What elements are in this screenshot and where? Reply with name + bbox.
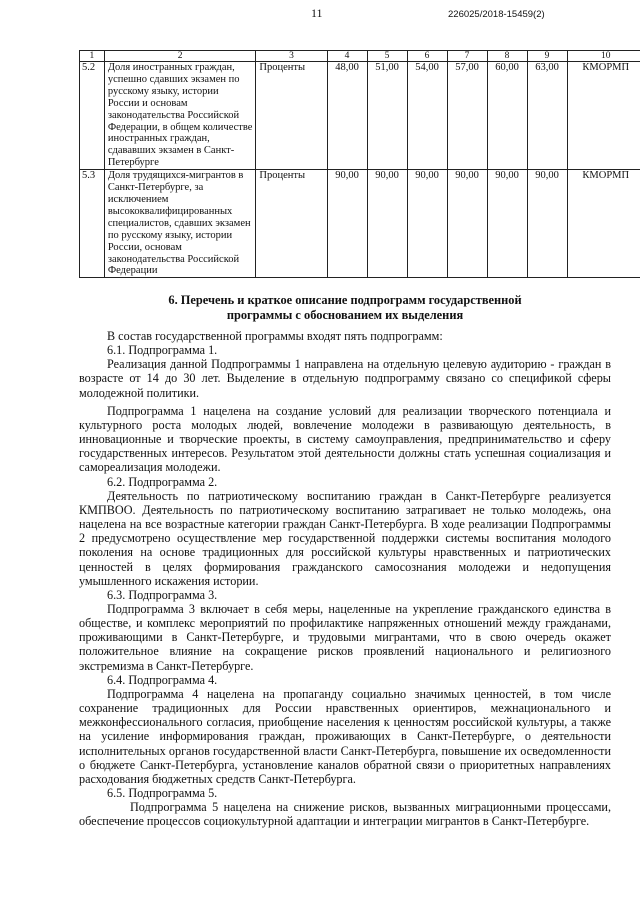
header-cell: 3	[256, 51, 327, 62]
indicator-unit: Проценты	[256, 170, 327, 278]
header-cell: 1	[80, 51, 105, 62]
indicator-value: 90,00	[447, 170, 487, 278]
indicators-table	[79, 50, 640, 278]
paragraph: Подпрограмма 5 нацелена на снижение рисков, вызванных миграционными процессами, обеспечение процессов социокультурной адаптации и интеграции мигрантов в Санкт-Петербурге.	[79, 800, 611, 829]
indicator-name: Доля иностранных граждан, успешно сдавших экзамен по русскому языку, истории России и основам законодательства Российской Федерации, в общем количестве иностранных граждан, сдававших экзамен в Санкт-Петербурге	[104, 62, 256, 170]
table-row	[80, 62, 640, 170]
header-cell: 5	[367, 51, 407, 62]
row-number: 5.3	[80, 170, 105, 278]
indicator-name: Доля трудящихся-мигрантов в Санкт-Петербурге, за исключением высококвалифицированных специалистов, сдавших экзамен по русскому языку, истории России, основам законодательства Российской Федерации	[104, 170, 256, 278]
paragraph: Подпрограмма 3 включает в себя меры, нацеленные на укрепление гражданского единства в обществе, и комплекс мероприятий по профилактике напряженных отношений между гражданами, проживающими в Санкт-Петербурге, и трудовыми мигрантами, что в свою очередь окажет положительное влияние на сокращение рисков проявлений национального и религиозного экстремизма в Санкт-Петербурге.	[79, 601, 611, 673]
header-cell: 4	[327, 51, 367, 62]
responsible-body: КМОРМП	[567, 62, 640, 170]
intro-line: В состав государственной программы входят пять подпрограмм:	[107, 329, 443, 343]
subprogram-title-4: 6.4. Подпрограмма 4.	[107, 672, 218, 687]
section-body	[79, 293, 611, 828]
indicator-value: 51,00	[367, 62, 407, 170]
paragraph: Деятельность по патриотическому воспитанию граждан в Санкт-Петербурге реализуется КМПВОО. Деятельность по патриотическому воспитанию затрагивает не только молодежь, она нацелена на все возрастные категории граждан Санкт-Петербурга. В ходе реализации Подпрограммы 2 предусмотрено осуществление мер государственной поддержки системы воспитания молодого поколения на основе традиционных для российской культуры нравственных и патриотических ценностей в целях формирования гражданского самосознания молодежи и недопущения умышленного искажения истории.	[79, 488, 611, 588]
indicator-unit: Проценты	[256, 62, 327, 170]
indicator-value: 63,00	[527, 62, 567, 170]
header-cell: 8	[487, 51, 527, 62]
subprogram-title-3: 6.3. Подпрограмма 3.	[107, 587, 218, 602]
indicator-value: 48,00	[327, 62, 367, 170]
table-header-row	[80, 51, 640, 62]
responsible-body: КМОРМП	[567, 170, 640, 278]
row-number: 5.2	[80, 62, 105, 170]
indicator-value: 54,00	[407, 62, 447, 170]
header-cell: 10	[567, 51, 640, 62]
indicator-value: 90,00	[487, 170, 527, 278]
subprogram-title-2: 6.2. Подпрограмма 2.	[107, 474, 218, 489]
section-heading	[79, 293, 611, 323]
table-row	[80, 170, 640, 278]
indicator-value: 90,00	[407, 170, 447, 278]
header-cell: 7	[447, 51, 487, 62]
subprogram-title-1: 6.1. Подпрограмма 1.	[107, 343, 218, 358]
paragraph: Реализация данной Подпрограммы 1 направлена на отдельную целевую аудиторию - граждан в возрасте от 14 до 30 лет. Выделение в отдельную подпрограмму связано со спецификой сферы молодежной политики.	[79, 357, 611, 400]
indicator-value: 60,00	[487, 62, 527, 170]
header-cell: 2	[104, 51, 256, 62]
document-id: 226025/2018-15459(2)	[448, 9, 545, 20]
indicator-value: 90,00	[327, 170, 367, 278]
indicator-value: 90,00	[367, 170, 407, 278]
header-cell: 9	[527, 51, 567, 62]
section-heading-line: 6. Перечень и краткое описание подпрограмм государственной	[168, 293, 522, 307]
paragraph: Подпрограмма 1 нацелена на создание условий для реализации творческого потенциала и культурного роста молодых людей, вовлечение молодежи в развивающую деятельность, в инновационные и творческие проекты, в систему самоуправления, предпринимательство и сферу государственных интересов. Результатом этой деятельности должны стать успешная социализация и самореализация молодежи.	[79, 403, 611, 475]
paragraph: Подпрограмма 4 нацелена на пропаганду социально значимых ценностей, в том числе сохранение традиционных для России нравственных ориентиров, межнационального и межконфессионального согласия, приобщение населения к ценностям российской культуры, а также на усиление информирования граждан, проживающих в Санкт-Петербурге, о деятельности исполнительных органов государственной власти Санкт-Петербурга, повышение их осведомленности о бюджете Санкт-Петербурга, установление каналов обратной связи о приоритетных направлениях расходования бюджетных средств Санкт-Петербурга.	[79, 686, 611, 786]
indicator-value: 57,00	[447, 62, 487, 170]
section-heading-line: программы с обоснованием их выделения	[226, 308, 464, 322]
header-cell: 6	[407, 51, 447, 62]
page-number: 11	[311, 6, 323, 20]
indicator-value: 90,00	[527, 170, 567, 278]
subprogram-title-5: 6.5. Подпрограмма 5.	[107, 786, 218, 800]
